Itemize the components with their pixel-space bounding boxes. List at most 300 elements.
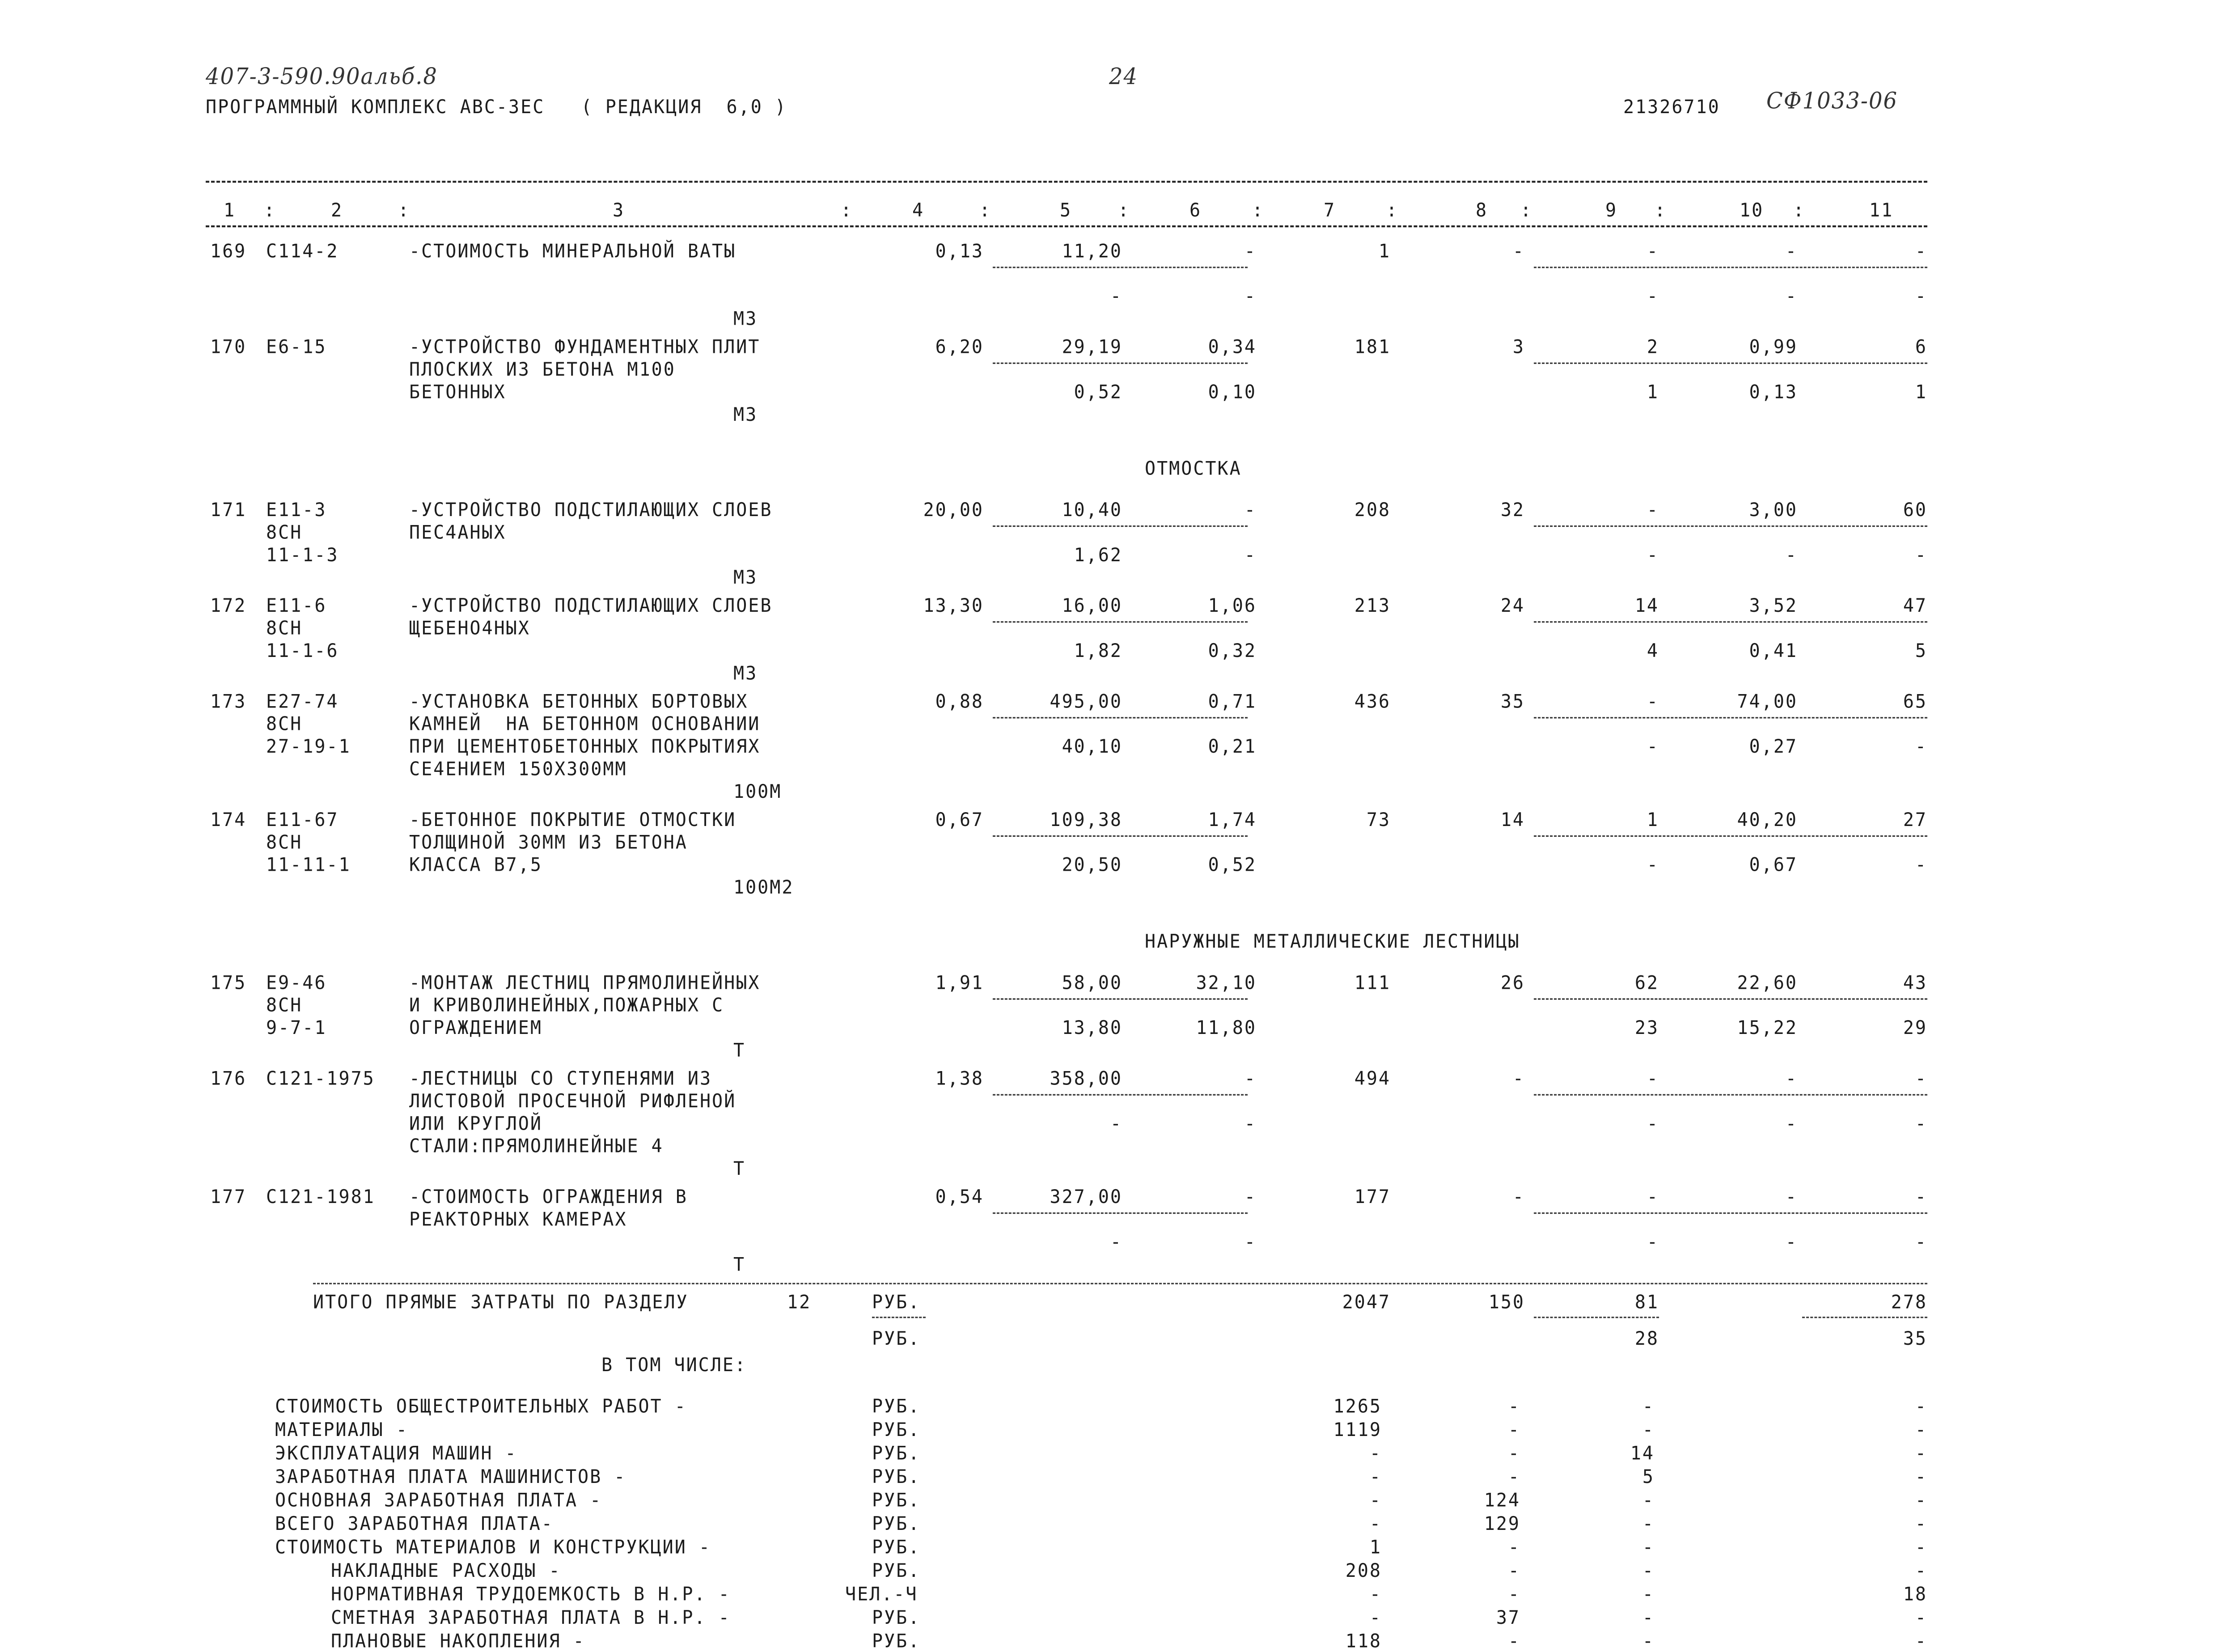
row-col5: 11,20 [1062, 240, 1122, 262]
breakdown-label: ПЛАНОВЫЕ НАКОПЛЕНИЯ - [331, 1630, 585, 1652]
column-separator: : [264, 199, 276, 221]
row-col8: - [1512, 240, 1525, 262]
document-code: 21326710 [1623, 96, 1720, 118]
breakdown-unit: РУБ. [872, 1419, 921, 1441]
row-col5: 10,40 [1062, 499, 1122, 521]
row-col11-sub: - [1915, 854, 1927, 876]
row-col10: 0,99 [1749, 336, 1798, 358]
row-col6: 0,34 [1208, 336, 1257, 358]
breakdown-label: ВСЕГО ЗАРАБОТНАЯ ПЛАТА- [275, 1513, 554, 1535]
breakdown-col8: 124 [1484, 1489, 1520, 1511]
breakdown-col11: 18 [1903, 1583, 1927, 1605]
row-description: -УСТРОЙСТВО ПОДСТИЛАЮЩИХ СЛОЕВ [409, 595, 773, 617]
breakdown-col8: - [1508, 1442, 1520, 1464]
row-description: -УСТРОЙСТВО ФУНДАМЕНТНЫХ ПЛИТ [409, 336, 761, 358]
row-subrule [993, 621, 1248, 623]
row-code: 8СН [266, 994, 303, 1017]
row-description: ИЛИ КРУГЛОЙ [409, 1113, 542, 1135]
row-code: 8СН [266, 617, 303, 640]
row-col5-sub: 13,80 [1062, 1017, 1122, 1039]
row-col9-sub: 1 [1647, 381, 1659, 403]
breakdown-label: СТОИМОСТЬ МАТЕРИАЛОВ И КОНСТРУКЦИИ - [275, 1536, 711, 1558]
totals-section-number: 12 [787, 1291, 812, 1313]
row-unit: М3 [733, 567, 758, 589]
row-col6-sub: - [1244, 1113, 1257, 1135]
column-separator: : [398, 199, 411, 221]
row-col6: 1,74 [1208, 809, 1257, 831]
totals-rule [313, 1283, 1927, 1284]
row-code: С114-2 [266, 240, 339, 262]
totals-subrule [1802, 1317, 1927, 1318]
breakdown-col8: - [1508, 1395, 1520, 1417]
column-separator: : [979, 199, 992, 221]
column-header-3: 3 [613, 199, 625, 221]
row-col10-sub: 15,22 [1737, 1017, 1798, 1039]
row-col9: - [1647, 499, 1659, 521]
row-col7: 181 [1354, 336, 1391, 358]
column-separator: : [1520, 199, 1533, 221]
row-subrule [993, 717, 1248, 718]
column-header-2: 2 [331, 199, 343, 221]
breakdown-col8: 37 [1496, 1607, 1520, 1629]
row-col10-sub: 0,13 [1749, 381, 1798, 403]
row-col10: - [1785, 240, 1798, 262]
row-col5-sub: - [1110, 1113, 1122, 1135]
row-col8: 3 [1512, 336, 1525, 358]
row-col10-sub: 0,27 [1749, 736, 1798, 758]
breakdown-unit: РУБ. [872, 1395, 921, 1417]
totals-label: ИТОГО ПРЯМЫЕ ЗАТРАТЫ ПО РАЗДЕЛУ [313, 1291, 689, 1313]
breakdown-col8: - [1508, 1466, 1520, 1488]
row-code: Е11-67 [266, 809, 339, 831]
row-code: 8СН [266, 713, 303, 735]
breakdown-col7: 1265 [1333, 1395, 1382, 1417]
row-subrule [1534, 363, 1927, 364]
row-subrule [993, 1094, 1248, 1096]
row-quantity: 0,54 [935, 1186, 984, 1208]
row-code: С121-1981 [266, 1186, 375, 1208]
breakdown-unit: РУБ. [872, 1442, 921, 1464]
breakdown-label: СТОИМОСТЬ ОБЩЕСТРОИТЕЛЬНЫХ РАБОТ - [275, 1395, 687, 1417]
row-col6: 0,71 [1208, 690, 1257, 712]
breakdown-unit: РУБ. [872, 1536, 921, 1558]
row-col5-sub: 0,52 [1074, 381, 1122, 403]
row-col8: 35 [1500, 690, 1525, 712]
row-description: СТАЛИ:ПРЯМОЛИНЕЙНЫЕ 4 [409, 1135, 664, 1157]
row-col9: 1 [1647, 809, 1659, 831]
row-number: 176 [210, 1067, 247, 1089]
row-code: 8СН [266, 831, 303, 853]
row-quantity: 20,00 [923, 499, 984, 521]
row-col8: 32 [1500, 499, 1525, 521]
row-col5: 327,00 [1050, 1186, 1122, 1208]
row-unit: Т [733, 1039, 746, 1061]
breakdown-col7: 118 [1345, 1630, 1382, 1652]
row-quantity: 1,38 [935, 1067, 984, 1089]
row-col9: - [1647, 240, 1659, 262]
row-col10: - [1785, 1186, 1798, 1208]
page-number: 24 [1109, 63, 1139, 90]
breakdown-col9: - [1642, 1630, 1655, 1652]
row-col10: 74,00 [1737, 690, 1798, 712]
row-col10: - [1785, 1067, 1798, 1089]
section-title: НАРУЖНЫЕ МЕТАЛЛИЧЕСКИЕ ЛЕСТНИЦЫ [1145, 931, 1520, 953]
breakdown-col11: - [1915, 1560, 1927, 1582]
row-description: ПРИ ЦЕМЕНТОБЕТОННЫХ ПОКРЫТИЯХ [409, 736, 761, 758]
row-code: 27-19-1 [266, 736, 351, 758]
totals-col9-sub: 28 [1634, 1328, 1659, 1350]
row-col5: 16,00 [1062, 595, 1122, 617]
breakdown-col9: 5 [1642, 1466, 1655, 1488]
breakdown-col11: - [1915, 1395, 1927, 1417]
column-header-10: 10 [1740, 199, 1764, 221]
breakdown-col7: - [1369, 1489, 1382, 1511]
row-subrule [993, 267, 1248, 268]
row-col10-sub: - [1785, 544, 1798, 566]
row-col6: 1,06 [1208, 595, 1257, 617]
totals-subrule [872, 1317, 926, 1318]
breakdown-label: НАКЛАДНЫЕ РАСХОДЫ - [331, 1560, 561, 1582]
row-subrule [993, 525, 1248, 527]
breakdown-label: ОСНОВНАЯ ЗАРАБОТНАЯ ПЛАТА - [275, 1489, 602, 1511]
breakdown-col9: - [1642, 1419, 1655, 1441]
breakdown-col9: - [1642, 1395, 1655, 1417]
totals-unit: РУБ. [872, 1291, 921, 1313]
totals-col11: 278 [1891, 1291, 1927, 1313]
breakdown-col7: - [1369, 1583, 1382, 1605]
row-unit: Т [733, 1158, 746, 1180]
breakdown-col9: - [1642, 1536, 1655, 1558]
breakdown-col9: - [1642, 1583, 1655, 1605]
row-number: 171 [210, 499, 247, 521]
row-code: 11-11-1 [266, 854, 351, 876]
row-col10-sub: - [1785, 285, 1798, 307]
row-quantity: 0,67 [935, 809, 984, 831]
header-rule [206, 225, 1927, 227]
handwritten-code: СФ1033-06 [1766, 88, 1898, 114]
row-col11-sub: 1 [1915, 381, 1927, 403]
column-header-11: 11 [1869, 199, 1894, 221]
row-description: ЛИСТОВОЙ ПРОСЕЧНОЙ РИФЛЕНОЙ [409, 1090, 737, 1112]
column-header-8: 8 [1476, 199, 1488, 221]
row-unit: 100М2 [733, 877, 794, 898]
row-col10: 40,20 [1737, 809, 1798, 831]
row-subrule [993, 835, 1248, 837]
row-col11: 47 [1903, 595, 1927, 617]
column-header-4: 4 [912, 199, 925, 221]
including-label: В ТОМ ЧИСЛЕ: [601, 1354, 747, 1376]
row-col5-sub: - [1110, 285, 1122, 307]
row-col5-sub: 40,10 [1062, 736, 1122, 758]
row-description: ТОЛЩИНОЙ 30ММ ИЗ БЕТОНА [409, 831, 688, 853]
row-unit: Т [733, 1254, 746, 1275]
row-col6-sub: 0,10 [1208, 381, 1257, 403]
row-col7: 73 [1366, 809, 1391, 831]
row-col9: - [1647, 1186, 1659, 1208]
row-subrule [1534, 717, 1927, 718]
row-col6: - [1244, 240, 1257, 262]
breakdown-col9: - [1642, 1560, 1655, 1582]
breakdown-col7: 1 [1369, 1536, 1382, 1558]
breakdown-unit: РУБ. [872, 1607, 921, 1629]
breakdown-unit: РУБ. [872, 1466, 921, 1488]
row-col11: 43 [1903, 972, 1927, 994]
breakdown-col7: 1119 [1333, 1419, 1382, 1441]
row-description: ПЛОСКИХ ИЗ БЕТОНА М100 [409, 359, 676, 381]
breakdown-col9: - [1642, 1607, 1655, 1629]
row-col11: 65 [1903, 690, 1927, 712]
program-title: ПРОГРАММНЫЙ КОМПЛЕКС АВС-3ЕС ( РЕДАКЦИЯ 6,0 ) [206, 96, 787, 118]
row-col7: 436 [1354, 690, 1391, 712]
breakdown-col11: - [1915, 1489, 1927, 1511]
row-col5: 495,00 [1050, 690, 1122, 712]
row-col7: 1 [1378, 240, 1391, 262]
row-description: ПЕС4АНЫХ [409, 521, 506, 543]
row-col9: - [1647, 1067, 1659, 1089]
breakdown-label: ЗАРАБОТНАЯ ПЛАТА МАШИНИСТОВ - [275, 1466, 626, 1488]
breakdown-col7: - [1369, 1466, 1382, 1488]
row-subrule [1534, 1094, 1927, 1096]
breakdown-col7: - [1369, 1513, 1382, 1535]
row-description: -УСТАНОВКА БЕТОННЫХ БОРТОВЫХ [409, 690, 749, 712]
row-number: 170 [210, 336, 247, 358]
row-col11-sub: - [1915, 544, 1927, 566]
column-header-1: 1 [224, 199, 236, 221]
row-col11-sub: - [1915, 736, 1927, 758]
row-col11: 27 [1903, 809, 1927, 831]
row-col10: 22,60 [1737, 972, 1798, 994]
row-unit: 100М [733, 781, 782, 803]
breakdown-col7: - [1369, 1607, 1382, 1629]
breakdown-col8: - [1508, 1630, 1520, 1652]
row-description: -СТОИМОСТЬ МИНЕРАЛЬНОЙ ВАТЫ [409, 240, 737, 262]
row-subrule [1534, 835, 1927, 837]
row-subrule [1534, 1212, 1927, 1214]
row-code: Е9-46 [266, 972, 327, 994]
row-subrule [1534, 267, 1927, 268]
row-col8: 26 [1500, 972, 1525, 994]
row-col9-sub: - [1647, 1231, 1659, 1253]
row-col6-sub: 0,52 [1208, 854, 1257, 876]
row-quantity: 1,91 [935, 972, 984, 994]
totals-col8: 150 [1488, 1291, 1525, 1313]
row-number: 172 [210, 595, 247, 617]
breakdown-col9: 14 [1630, 1442, 1655, 1464]
row-quantity: 0,13 [935, 240, 984, 262]
row-code: Е11-3 [266, 499, 327, 521]
row-col10-sub: - [1785, 1231, 1798, 1253]
row-col5-sub: - [1110, 1231, 1122, 1253]
row-col9: 14 [1634, 595, 1659, 617]
row-col7: 111 [1354, 972, 1391, 994]
row-subrule [993, 363, 1248, 364]
row-col7: 213 [1354, 595, 1391, 617]
row-quantity: 13,30 [923, 595, 984, 617]
breakdown-col8: - [1508, 1583, 1520, 1605]
column-header-5: 5 [1060, 199, 1072, 221]
row-col11: 6 [1915, 336, 1927, 358]
breakdown-col8: - [1508, 1419, 1520, 1441]
row-code: 9-7-1 [266, 1017, 327, 1039]
row-number: 174 [210, 809, 247, 831]
row-col10: 3,52 [1749, 595, 1798, 617]
breakdown-col7: 208 [1345, 1560, 1382, 1582]
row-col6-sub: - [1244, 285, 1257, 307]
row-unit: М3 [733, 403, 758, 426]
row-col6-sub: 0,21 [1208, 736, 1257, 758]
row-col9: 2 [1647, 336, 1659, 358]
row-description: БЕТОННЫХ [409, 381, 506, 403]
column-separator: : [841, 199, 853, 221]
row-unit: М3 [733, 308, 758, 330]
breakdown-col11: - [1915, 1442, 1927, 1464]
breakdown-unit: ЧЕЛ.-Ч [845, 1583, 918, 1605]
row-description: КЛАССА В7,5 [409, 854, 542, 876]
row-col10-sub: 0,67 [1749, 854, 1798, 876]
row-number: 169 [210, 240, 247, 262]
row-col5-sub: 20,50 [1062, 854, 1122, 876]
row-unit: М3 [733, 662, 758, 684]
column-separator: : [1386, 199, 1399, 221]
row-number: 175 [210, 972, 247, 994]
row-description: РЕАКТОРНЫХ КАМЕРАХ [409, 1208, 627, 1230]
row-col11: - [1915, 1186, 1927, 1208]
row-col9-sub: - [1647, 1113, 1659, 1135]
row-col9-sub: 23 [1634, 1017, 1659, 1039]
breakdown-col11: - [1915, 1513, 1927, 1535]
row-code: Е11-6 [266, 595, 327, 617]
column-header-6: 6 [1189, 199, 1202, 221]
row-col6: 32,10 [1196, 972, 1257, 994]
top-rule [206, 181, 1927, 182]
breakdown-col11: - [1915, 1607, 1927, 1629]
breakdown-col11: - [1915, 1536, 1927, 1558]
row-col9: - [1647, 690, 1659, 712]
row-subrule [1534, 525, 1927, 527]
row-code: Е6-15 [266, 336, 327, 358]
column-separator: : [1252, 199, 1265, 221]
row-code: Е27-74 [266, 690, 339, 712]
totals-unit-2: РУБ. [872, 1328, 921, 1350]
totals-col9: 81 [1634, 1291, 1659, 1313]
row-number: 177 [210, 1186, 247, 1208]
row-col11: - [1915, 240, 1927, 262]
row-col5-sub: 1,62 [1074, 544, 1122, 566]
row-col7: 208 [1354, 499, 1391, 521]
row-description: -СТОИМОСТЬ ОГРАЖДЕНИЯ В [409, 1186, 688, 1208]
breakdown-col9: - [1642, 1513, 1655, 1535]
column-separator: : [1118, 199, 1130, 221]
row-description: И КРИВОЛИНЕЙНЫХ,ПОЖАРНЫХ С [409, 994, 724, 1017]
row-col5-sub: 1,82 [1074, 640, 1122, 662]
row-description: -ЛЕСТНИЦЫ СО СТУПЕНЯМИ ИЗ [409, 1067, 712, 1089]
row-col6-sub: - [1244, 1231, 1257, 1253]
row-description: СЕ4ЕНИЕМ 150Х300ММ [409, 758, 627, 780]
row-col11: 60 [1903, 499, 1927, 521]
row-description: -МОНТАЖ ЛЕСТНИЦ ПРЯМОЛИНЕЙНЫХ [409, 972, 761, 994]
row-col11-sub: - [1915, 1231, 1927, 1253]
row-code: С121-1975 [266, 1067, 375, 1089]
breakdown-col11: - [1915, 1466, 1927, 1488]
row-col8: - [1512, 1186, 1525, 1208]
row-col6-sub: 11,80 [1196, 1017, 1257, 1039]
row-col11: - [1915, 1067, 1927, 1089]
row-col6-sub: 0,32 [1208, 640, 1257, 662]
row-code: 8СН [266, 521, 303, 543]
row-description: КАМНЕЙ НА БЕТОННОМ ОСНОВАНИИ [409, 713, 761, 735]
row-col5: 358,00 [1050, 1067, 1122, 1089]
row-col9-sub: - [1647, 854, 1659, 876]
row-col9: 62 [1634, 972, 1659, 994]
row-col8: 24 [1500, 595, 1525, 617]
row-col5: 109,38 [1050, 809, 1122, 831]
breakdown-unit: РУБ. [872, 1513, 921, 1535]
breakdown-col7: - [1369, 1442, 1382, 1464]
row-col11-sub: - [1915, 1113, 1927, 1135]
row-col11-sub: 5 [1915, 640, 1927, 662]
row-col9-sub: - [1647, 285, 1659, 307]
row-subrule [1534, 621, 1927, 623]
row-subrule [993, 1212, 1248, 1214]
row-col10: 3,00 [1749, 499, 1798, 521]
row-code: 11-1-3 [266, 544, 339, 566]
row-col5: 29,19 [1062, 336, 1122, 358]
row-col9-sub: - [1647, 736, 1659, 758]
row-col11-sub: - [1915, 285, 1927, 307]
row-col7: 177 [1354, 1186, 1391, 1208]
breakdown-col8: - [1508, 1536, 1520, 1558]
row-col8: 14 [1500, 809, 1525, 831]
row-col10-sub: 0,41 [1749, 640, 1798, 662]
row-col5: 58,00 [1062, 972, 1122, 994]
breakdown-unit: РУБ. [872, 1489, 921, 1511]
totals-subrule [1534, 1317, 1659, 1318]
breakdown-label: НОРМАТИВНАЯ ТРУДОЕМКОСТЬ В Н.Р. - [331, 1583, 731, 1605]
row-code: 11-1-6 [266, 640, 339, 662]
row-col10-sub: - [1785, 1113, 1798, 1135]
column-header-9: 9 [1605, 199, 1618, 221]
row-quantity: 0,88 [935, 690, 984, 712]
row-col6-sub: - [1244, 544, 1257, 566]
breakdown-col11: - [1915, 1419, 1927, 1441]
breakdown-unit: РУБ. [872, 1560, 921, 1582]
breakdown-unit: РУБ. [872, 1630, 921, 1652]
row-col9-sub: 4 [1647, 640, 1659, 662]
row-col6: - [1244, 499, 1257, 521]
breakdown-col8: - [1508, 1560, 1520, 1582]
row-description: ОГРАЖДЕНИЕМ [409, 1017, 542, 1039]
breakdown-label: МАТЕРИАЛЫ - [275, 1419, 408, 1441]
breakdown-col9: - [1642, 1489, 1655, 1511]
row-col9-sub: - [1647, 544, 1659, 566]
row-col7: 494 [1354, 1067, 1391, 1089]
totals-col11-sub: 35 [1903, 1328, 1927, 1350]
row-col6: - [1244, 1186, 1257, 1208]
column-header-7: 7 [1324, 199, 1336, 221]
breakdown-col11: - [1915, 1630, 1927, 1652]
column-separator: : [1655, 199, 1667, 221]
totals-col7: 2047 [1342, 1291, 1391, 1313]
column-separator: : [1793, 199, 1806, 221]
breakdown-label: ЭКСПЛУАТАЦИЯ МАШИН - [275, 1442, 517, 1464]
row-subrule [1534, 998, 1927, 1000]
row-quantity: 6,20 [935, 336, 984, 358]
breakdown-label: СМЕТНАЯ ЗАРАБОТНАЯ ПЛАТА В Н.Р. - [331, 1607, 731, 1629]
row-col6: - [1244, 1067, 1257, 1089]
row-description: -БЕТОННОЕ ПОКРЫТИЕ ОТМОСТКИ [409, 809, 737, 831]
row-col8: - [1512, 1067, 1525, 1089]
row-number: 173 [210, 690, 247, 712]
